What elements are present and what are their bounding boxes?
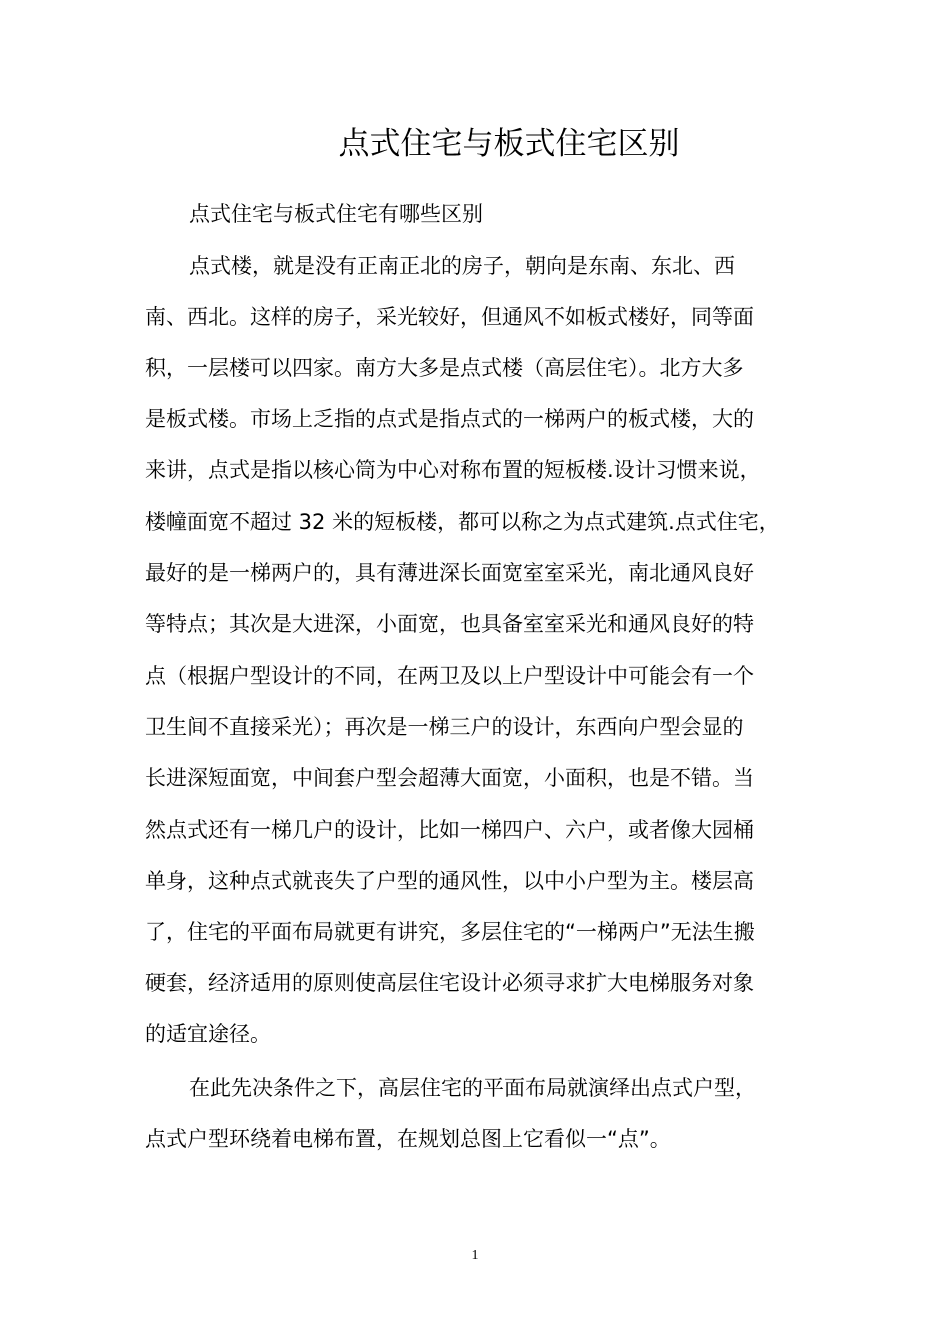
paragraph-line: 点式户型环绕着电梯布置，在规划总图上它看似一“点”。: [145, 1127, 671, 1151]
paragraph-line: 硬套，经济适用的原则使高层住宅设计必须寻求扩大电梯服务对象: [145, 971, 754, 995]
paragraph-line: 点式楼，就是没有正南正北的房子，朝向是东南、东北、西: [189, 254, 735, 278]
paragraph-line: 来讲，点式是指以核心筒为中心对称布置的短板楼.设计习惯来说，: [145, 458, 761, 482]
paragraph-line: 等特点；其次是大进深，小面宽，也具备室室采光和通风良好的特: [145, 612, 754, 636]
paragraph-line: 单身，这种点式就丧失了户型的通风性，以中小户型为主。楼层高: [145, 869, 754, 893]
paragraph-line: 的适宜途径。: [145, 1022, 271, 1046]
paragraph-line: 楼幢面宽不超过 32 米的短板楼，都可以称之为点式建筑.点式住宅，: [145, 510, 780, 534]
paragraph-line: 了，住宅的平面布局就更有讲究，多层住宅的“一梯两户”无法生搬: [145, 920, 755, 944]
paragraph-line: 在此先决条件之下，高层住宅的平面布局就演绎出点式户型，: [189, 1076, 756, 1100]
paragraph-line: 长进深短面宽，中间套户型会超薄大面宽，小面积，也是不错。当: [145, 766, 754, 790]
paragraph-line: 积，一层楼可以四家。南方大多是点式楼（高层住宅）。北方大多: [145, 356, 744, 380]
document-title: 点式住宅与板式住宅区别: [338, 126, 680, 162]
paragraph-line: 南、西北。这样的房子，采光较好，但通风不如板式楼好，同等面: [145, 305, 754, 329]
paragraph-line: 点（根据户型设计的不同，在两卫及以上户型设计中可能会有一个: [145, 664, 754, 688]
paragraph-line: 卫生间不直接采光）；再次是一梯三户的设计，东西向户型会显的: [145, 715, 744, 739]
paragraph-line: 然点式还有一梯几户的设计，比如一梯四户、六户，或者像大园桶: [145, 818, 754, 842]
document-subtitle: 点式住宅与板式住宅有哪些区别: [189, 202, 483, 226]
page-number: 1: [471, 1248, 479, 1263]
paragraph-line: 最好的是一梯两户的，具有薄进深长面宽室室采光，南北通风良好: [145, 561, 754, 585]
paragraph-line: 是板式楼。市场上乏指的点式是指点式的一梯两户的板式楼，大的: [145, 407, 754, 431]
